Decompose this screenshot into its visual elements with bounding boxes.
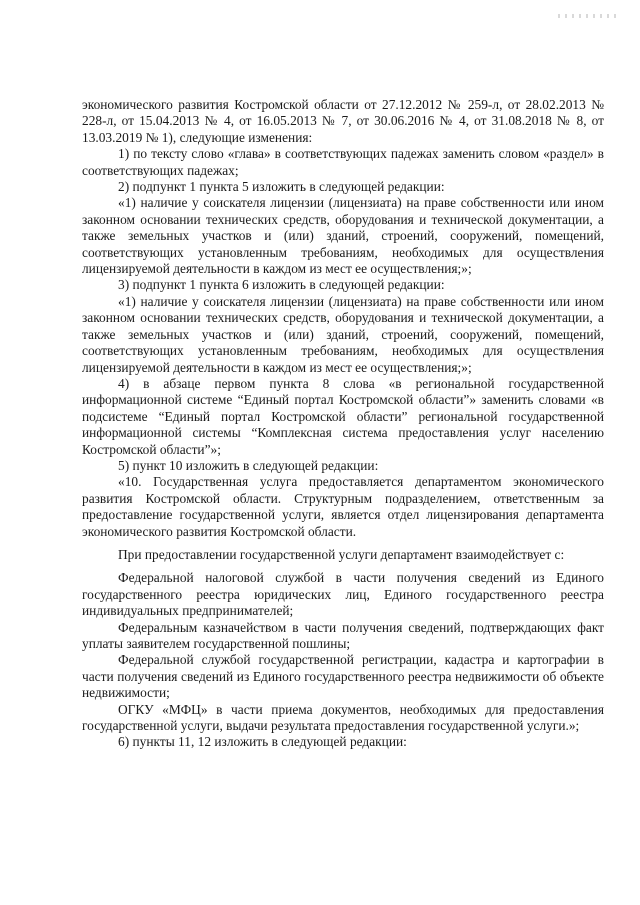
paragraph-item-6: 6) пункты 11, 12 изложить в следующей редакции:	[118, 734, 407, 750]
paragraph-interaction-intro: При предоставлении государственной услуги департамент взаимодействует с:	[118, 546, 565, 562]
paragraph-item-3-text: «1) наличие у соискателя лицензии (лицензиата) на праве собственности или ином законном основании технических средств, оборудования и технической документации, а также земельных участков и (или) зданий, строений, сооружений, помещений, соответствующих установленным требованиям, необходимых для осуществления лицензируемой деятельности в каждом из мест ее осуществления;»;	[82, 293, 604, 375]
scan-artifact	[558, 14, 618, 18]
paragraph-item-2: 2) подпункт 1 пункта 5 изложить в следующей редакции:	[118, 179, 445, 195]
paragraph-item-3: 3) подпункт 1 пункта 6 изложить в следующей редакции:	[118, 277, 445, 293]
paragraph-item-1: 1) по тексту слово «глава» в соответствующих падежах заменить словом «раздел» в соответствующих падежах;	[82, 146, 604, 178]
paragraph-item-5: 5) пункт 10 изложить в следующей редакции:	[118, 457, 379, 473]
paragraph-treasury: Федеральным казначейством в части получения сведений, подтверждающих факт уплаты заявителем государственной пошлины;	[82, 619, 604, 651]
paragraph-mfc: ОГКУ «МФЦ» в части приема документов, необходимых для предоставления государственной услуги, выдачи результата предоставления государственной услуги.»;	[82, 701, 604, 734]
paragraph-item-10-text: «10. Государственная услуга предоставляется департаментом экономического развития Костромской области. Структурным подразделением, ответственным за предоставление государственной услуги, является отдел лицензирования департамента экономического развития Костромской области.	[82, 474, 604, 539]
paragraph-tax-service: Федеральной налоговой службой в части получения сведений из Единого государственного реестра юридических лиц, Единого государственного реестра индивидуальных предпринимателей;	[82, 570, 604, 619]
document-body	[82, 97, 604, 751]
paragraph-decree-references: экономического развития Костромской области от 27.12.2012 № 259-л, от 28.02.2013 № 228-л, от 15.04.2013 № 4, от 16.05.2013 № 7, от 30.06.2016 № 4, от 31.08.2018 № 8, от 13.03.2019 № 1), следующие изменения:	[82, 97, 604, 145]
paragraph-item-2-text: «1) наличие у соискателя лицензии (лицензиата) на праве собственности или ином законном основании технических средств, оборудования и технической документации, а также земельных участков и (или) зданий, строений, сооружений, помещений, соответствующих установленным требованиям, необходимых для осуществления лицензируемой деятельности в каждом из мест ее осуществления;»;	[82, 195, 604, 277]
paragraph-rosreestr: Федеральной службой государственной регистрации, кадастра и картографии в части получения сведений из Единого государственного реестра недвижимости об объекте недвижимости;	[82, 652, 604, 701]
paragraph-item-4: 4) в абзаце первом пункта 8 слова «в региональной государственной информационной системе “Единый портал Костромской области”» заменить словами «в подсистеме “Единый портал Костромской области” региональной государственной информационной системы “Комплексная система предоставления услуг населению Костромской области”»;	[82, 375, 604, 457]
